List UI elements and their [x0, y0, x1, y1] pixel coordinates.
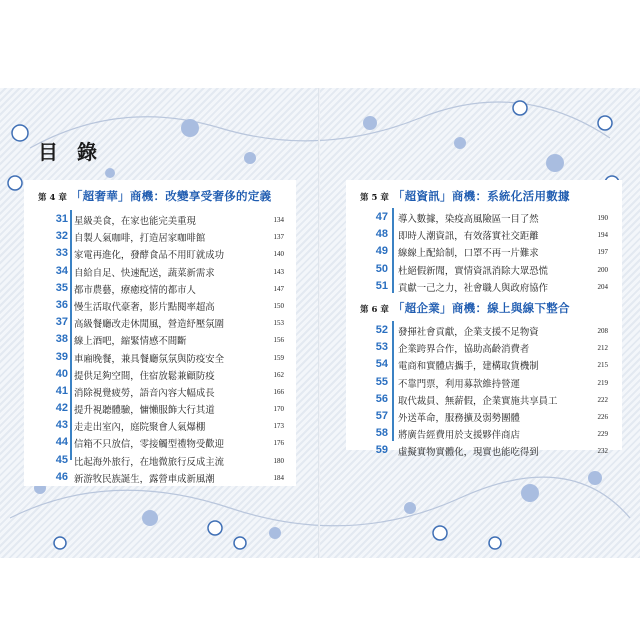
entry-page: 229 — [597, 430, 608, 439]
entry-page: 134 — [273, 216, 284, 224]
entry-page: 222 — [597, 395, 608, 404]
entry-page: 204 — [597, 282, 608, 291]
entry-title: 提升視聽體驗，慵懶服飾大行其道 — [74, 405, 215, 417]
entry-number: 32 — [55, 230, 68, 243]
entry-title: 信箱不只放信，零接觸型禮物受歡迎 — [74, 439, 225, 451]
entry-title: 都市農藝，療癒疫情的都市人 — [74, 284, 196, 296]
entry-number: 34 — [55, 264, 68, 277]
entry-page: 232 — [597, 447, 608, 456]
entry-number: 54 — [375, 358, 388, 371]
entry-page: 153 — [273, 319, 284, 328]
chapter-label: 第 5 章 — [360, 193, 389, 203]
toc-entry — [44, 417, 284, 434]
entry-page: 226 — [597, 412, 608, 421]
entry-title: 慢生活取代豪奢，影片點閱率超高 — [74, 301, 215, 313]
entry-number: 36 — [55, 298, 68, 311]
chapter-4-heading — [38, 188, 271, 204]
chapter-6-entry-list — [364, 322, 608, 460]
toc-entry — [364, 261, 608, 278]
entry-title: 不靠門票，利用募款維持營運 — [398, 378, 520, 390]
toc-entry — [364, 226, 608, 243]
entry-title: 高級餐廳改走休閒風，營造紓壓氛圍 — [74, 319, 225, 331]
toc-entry — [44, 211, 284, 228]
entry-number: 44 — [55, 436, 68, 449]
toc-entry — [364, 243, 608, 260]
entry-number: 45 — [55, 453, 68, 466]
entry-title: 比起海外旅行，在地微旅行反成主流 — [74, 456, 225, 468]
entry-page: 215 — [597, 361, 608, 370]
entry-title: 導入數據，染疫高風險區一目了然 — [398, 214, 539, 225]
entry-title: 自給自足、快速配送，蔬菜新需求 — [74, 267, 215, 279]
toc-entry — [364, 339, 608, 356]
toc-entry — [44, 280, 284, 297]
entry-title: 即時人潮資訊，有效落實社交距離 — [398, 231, 539, 243]
toc-entry — [44, 228, 284, 245]
entry-number: 52 — [375, 324, 388, 336]
chapter-title: 「超企業」商機：線上與線下整合 — [392, 301, 570, 315]
toc-entry — [44, 263, 284, 280]
chapter-4-entry-list — [44, 211, 284, 486]
entry-page: 147 — [273, 284, 284, 293]
entry-number: 49 — [375, 245, 388, 258]
entry-number: 47 — [375, 211, 388, 223]
entry-page: 173 — [273, 422, 284, 431]
toc-entry — [364, 356, 608, 373]
toc-entry — [44, 314, 284, 331]
entry-number: 48 — [375, 228, 388, 241]
entry-number: 46 — [55, 470, 68, 483]
entry-title: 消除視覺疲勞，語音內容大幅成長 — [74, 387, 215, 399]
entry-page: 176 — [273, 439, 284, 448]
entry-page: 166 — [273, 387, 284, 396]
toc-title: 目 錄 — [38, 140, 103, 164]
entry-title: 取代裁員、無薪假，企業實施共享員工 — [398, 395, 558, 407]
entry-page: 180 — [273, 456, 284, 465]
entry-title: 線線上配給制，口罩不再一片難求 — [398, 248, 539, 260]
entry-title: 車廂晚餐，兼具餐廳氛氛與防疫安全 — [74, 353, 225, 365]
entry-title: 提供足夠空間，住宿放鬆兼顧防疫 — [74, 370, 215, 382]
entry-number: 38 — [55, 333, 68, 346]
entry-title: 將廣告經費用於支援夥伴商店 — [398, 430, 520, 442]
toc-entry — [44, 297, 284, 314]
entry-number: 37 — [55, 316, 68, 329]
entry-page: 219 — [597, 378, 608, 387]
entry-page: 190 — [597, 214, 608, 222]
toc-entry — [364, 408, 608, 425]
toc-entry — [44, 331, 284, 348]
entry-number: 50 — [375, 262, 388, 275]
toc-entry — [44, 452, 284, 469]
toc-entry — [364, 425, 608, 442]
entry-title: 杜絕假新聞，實情資訊消除大眾恐慌 — [398, 265, 549, 277]
entry-number: 39 — [55, 350, 68, 363]
entry-title: 貢獻一己之力，社會職人與政府協作 — [398, 282, 549, 294]
entry-page: 156 — [273, 336, 284, 345]
entry-number: 57 — [375, 409, 388, 422]
toc-entry — [44, 434, 284, 451]
entry-number: 55 — [375, 375, 388, 388]
entry-number: 31 — [55, 213, 68, 225]
entry-number: 33 — [55, 247, 68, 260]
chapter-title: 「超資訊」商機：系統化活用數據 — [392, 189, 570, 203]
entry-page: 137 — [273, 233, 284, 242]
toc-entry — [364, 322, 608, 339]
entry-number: 43 — [55, 419, 68, 432]
toc-entry — [364, 391, 608, 408]
entry-title: 家電再進化，發酵食品不用盯就成功 — [74, 250, 225, 262]
entry-number: 35 — [55, 281, 68, 294]
toc-entry — [364, 278, 608, 295]
entry-page: 140 — [273, 250, 284, 259]
entry-page: 194 — [597, 231, 608, 240]
entry-number: 51 — [375, 279, 388, 292]
chapter-label: 第 6 章 — [360, 305, 389, 315]
chapter-5-heading — [360, 188, 570, 204]
toc-entry — [364, 209, 608, 226]
entry-title: 企業跨界合作，協助高齡消費者 — [398, 344, 530, 356]
entry-page: 200 — [597, 265, 608, 274]
toc-entry — [44, 400, 284, 417]
chapter-label: 第 4 章 — [38, 193, 67, 203]
entry-page: 162 — [273, 370, 284, 379]
entry-title: 外送革命，服務擴及弱勢團體 — [398, 412, 520, 424]
entry-page: 150 — [273, 301, 284, 310]
toc-entry — [364, 442, 608, 459]
entry-number: 56 — [375, 392, 388, 405]
chapter-5-entry-list — [364, 209, 608, 295]
chapter-title: 「超奢華」商機：改變享受奢侈的定義 — [70, 189, 272, 203]
entry-title: 發揮社會貢獻，企業支援不足物資 — [398, 327, 539, 338]
book-gutter — [318, 88, 320, 558]
entry-number: 58 — [375, 427, 388, 440]
entry-page: 197 — [597, 248, 608, 257]
entry-page: 184 — [273, 473, 284, 482]
entry-title: 電商和實體店攜手，建構取貨機制 — [398, 361, 539, 373]
toc-entry — [44, 383, 284, 400]
entry-title: 走走出室內，庭院聚會人氣爆棚 — [74, 422, 206, 434]
toc-entry — [44, 366, 284, 383]
entry-number: 59 — [375, 444, 388, 457]
toc-entry — [364, 374, 608, 391]
entry-page: 212 — [597, 344, 608, 353]
toc-entry — [44, 349, 284, 366]
entry-number: 53 — [375, 341, 388, 354]
entry-page: 208 — [597, 327, 608, 335]
entry-title: 星級美食，在家也能完美重現 — [74, 216, 196, 227]
chapter-6-heading — [360, 300, 570, 316]
entry-title: 自製人氣咖啡，打造居家咖啡館 — [74, 233, 206, 245]
entry-title: 線上酒吧，縮緊情感不間斷 — [74, 336, 187, 348]
entry-number: 41 — [55, 384, 68, 397]
entry-number: 42 — [55, 402, 68, 415]
toc-entry — [44, 245, 284, 262]
entry-page: 170 — [273, 405, 284, 414]
toc-entry — [44, 469, 284, 486]
entry-title: 新游牧民族誕生，露營車成新風潮 — [74, 473, 215, 485]
entry-number: 40 — [55, 367, 68, 380]
entry-page: 143 — [273, 267, 284, 276]
entry-title: 虛擬實物實體化，現實也能吃得到 — [398, 447, 539, 459]
entry-page: 159 — [273, 353, 284, 362]
